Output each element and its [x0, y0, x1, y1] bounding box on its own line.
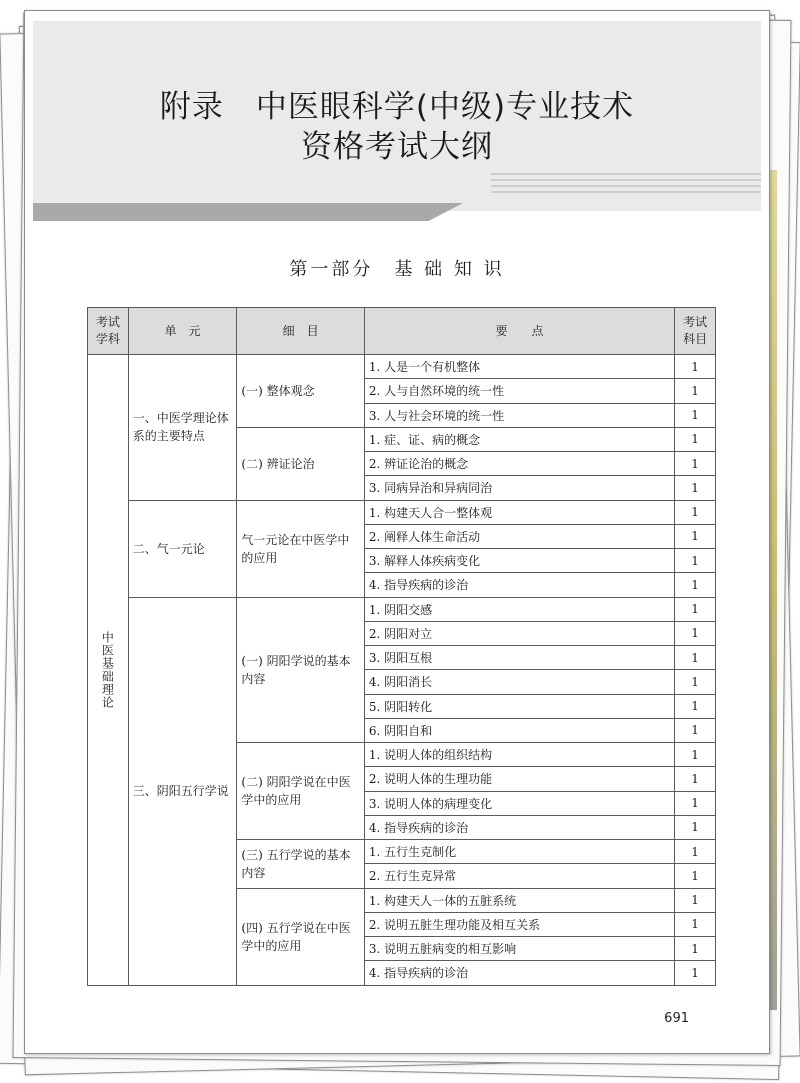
level-cell: 1 [675, 524, 716, 548]
page-number: 691 [664, 1011, 689, 1026]
level-cell: 1 [675, 597, 716, 621]
table-row [88, 500, 716, 524]
table-row [88, 355, 716, 379]
level-cell: 1 [675, 937, 716, 961]
section-title: 第一部分 基 础 知 识 [289, 259, 505, 280]
page-title-line-1: 附录 中医眼科学(中级)专业技术 [159, 89, 635, 125]
point-cell: 2. 说明五脏生理功能及相互关系 [364, 912, 674, 936]
level-cell: 1 [675, 403, 716, 427]
level-cell: 1 [675, 840, 716, 864]
point-cell: 2. 说明人体的生理功能 [364, 767, 674, 791]
level-cell: 1 [675, 888, 716, 912]
point-cell: 4. 指导疾病的诊治 [364, 815, 674, 839]
unit-cell: 三、阴阳五行学说 [128, 597, 237, 985]
level-cell: 1 [675, 476, 716, 500]
exam-outline-table [87, 307, 716, 986]
level-cell: 1 [675, 500, 716, 524]
detail-cell: (二) 阴阳学说在中医学中的应用 [237, 743, 364, 840]
level-cell: 1 [675, 379, 716, 403]
detail-cell: (一) 阴阳学说的基本内容 [237, 597, 364, 743]
level-cell: 1 [675, 791, 716, 815]
point-cell: 1. 人是一个有机整体 [364, 355, 674, 379]
unit-cell: 一、中医学理论体系的主要特点 [128, 355, 237, 501]
unit-cell: 二、气一元论 [128, 500, 237, 597]
detail-cell: (一) 整体观念 [237, 355, 364, 428]
point-cell: 1. 五行生克制化 [364, 840, 674, 864]
table-row [88, 597, 716, 621]
level-cell: 1 [675, 646, 716, 670]
point-cell: 1. 症、证、病的概念 [364, 427, 674, 451]
point-cell: 1. 说明人体的组织结构 [364, 743, 674, 767]
point-cell: 2. 辨证论治的概念 [364, 452, 674, 476]
point-cell: 2. 阴阳对立 [364, 621, 674, 645]
point-cell: 6. 阴阳自和 [364, 718, 674, 742]
level-cell: 1 [675, 767, 716, 791]
point-cell: 3. 人与社会环境的统一性 [364, 403, 674, 427]
level-cell: 1 [675, 670, 716, 694]
point-cell: 1. 构建天人合一整体观 [364, 500, 674, 524]
point-cell: 2. 五行生克异常 [364, 864, 674, 888]
level-cell: 1 [675, 621, 716, 645]
point-cell: 3. 说明人体的病理变化 [364, 791, 674, 815]
header-band [33, 203, 463, 221]
point-cell: 2. 人与自然环境的统一性 [364, 379, 674, 403]
detail-cell: (四) 五行学说在中医学中的应用 [237, 888, 364, 985]
point-cell: 3. 阴阳互根 [364, 646, 674, 670]
point-cell: 4. 指导疾病的诊治 [364, 573, 674, 597]
level-cell: 1 [675, 427, 716, 451]
detail-cell: (三) 五行学说的基本内容 [237, 840, 364, 889]
document-page [24, 10, 770, 1054]
level-cell: 1 [675, 864, 716, 888]
detail-cell: 气一元论在中医学中的应用 [237, 500, 364, 597]
page-title [33, 87, 761, 167]
level-cell: 1 [675, 452, 716, 476]
level-cell: 1 [675, 355, 716, 379]
header-stripes [491, 173, 761, 199]
level-cell: 1 [675, 694, 716, 718]
point-cell: 4. 指导疾病的诊治 [364, 961, 674, 985]
header-point: 要 点 [364, 308, 674, 355]
level-cell: 1 [675, 912, 716, 936]
point-cell: 1. 构建天人一体的五脏系统 [364, 888, 674, 912]
point-cell: 3. 说明五脏病变的相互影响 [364, 937, 674, 961]
book-spine-edge [769, 170, 777, 1010]
header-unit: 单 元 [128, 308, 237, 355]
level-cell: 1 [675, 549, 716, 573]
level-cell: 1 [675, 718, 716, 742]
level-cell: 1 [675, 573, 716, 597]
header-subject: 考试学科 [88, 308, 129, 355]
header-detail: 细 目 [237, 308, 364, 355]
page-header [33, 21, 761, 211]
point-cell: 4. 阴阳消长 [364, 670, 674, 694]
point-cell: 3. 解释人体疾病变化 [364, 549, 674, 573]
level-cell: 1 [675, 961, 716, 985]
point-cell: 5. 阴阳转化 [364, 694, 674, 718]
table-header-row [88, 308, 716, 355]
point-cell: 2. 阐释人体生命活动 [364, 524, 674, 548]
point-cell: 3. 同病异治和异病同治 [364, 476, 674, 500]
header-level: 考试科目 [675, 308, 716, 355]
subject-cell: 中医基础理论 [88, 355, 129, 986]
level-cell: 1 [675, 743, 716, 767]
point-cell: 1. 阴阳交感 [364, 597, 674, 621]
detail-cell: (二) 辨证论治 [237, 427, 364, 500]
level-cell: 1 [675, 815, 716, 839]
page-title-line-2: 资格考试大纲 [301, 129, 493, 165]
